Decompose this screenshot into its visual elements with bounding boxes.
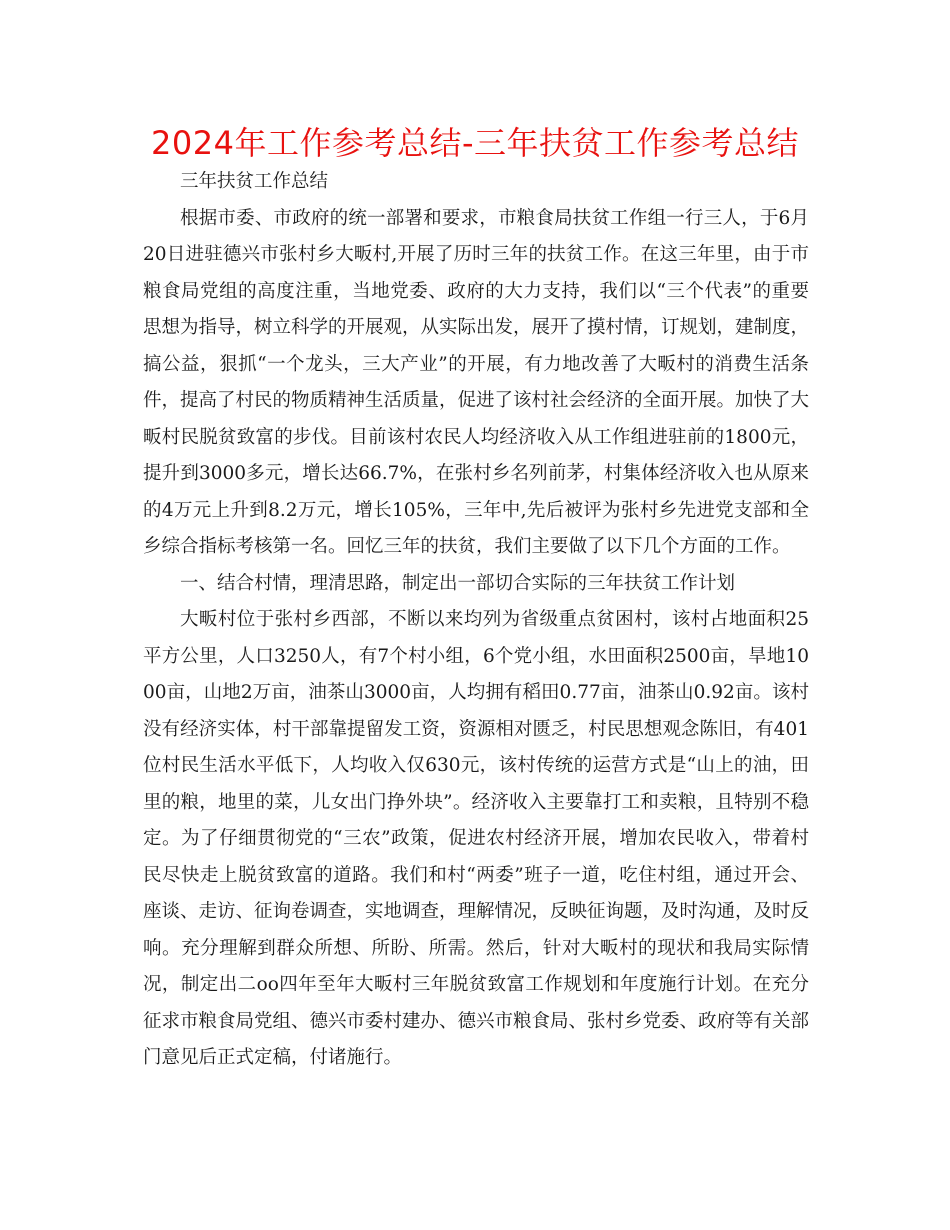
paragraph: 大畈村位于张村乡西部，不断以来均列为省级重点贫困村，该村占地面积25平方公里，人口3250人，有7个村小组，6个党小组，水田面积2500亩，旱地1000亩，山地2万亩，油茶山3000亩，人均拥有稻田0.77亩，油茶山0.92亩。该村没有经济实体，村干部靠提留发工资，资源相对匮乏，村民思想观念陈旧，有401位村民生活水平低下，人均收入仅630元，该村传统的运营方式是“山上的油，田里的粮，地里的菜，儿女出门挣外块”。经济收入主要靠打工和卖粮，且特别不稳定。为了仔细贯彻党的“三农”政策，促进农村经济开展，增加农民收入，带着村民尽快走上脱贫致富的道路。我们和村“两委”班子一道，吃住村组，通过开会、座谈、走访、征询卷调查，实地调查，理解情况，反映征询题，及时沟通，及时反响。充分理解到群众所想、所盼、所需。然后，针对大畈村的现状和我局实际情况，制定出二oo四年至年大畈村三年脱贫致富工作规划和年度施行计划。在充分征求市粮食局党组、德兴市委村建办、德兴市粮食局、张村乡党委、政府等有关部门意见后正式定稿，付诸施行。 [143, 609, 810, 1068]
document-body [143, 164, 809, 1077]
section-heading: 一、结合村情，理清思路，制定出一部切合实际的三年扶贫工作计划 [180, 572, 736, 594]
section-heading: 三年扶贫工作总结 [180, 171, 329, 192]
paragraph: 根据市委、市政府的统一部署和要求，市粮食局扶贫工作组一行三人，于6月20日进驻德兴市张村乡大畈村,开展了历时三年的扶贫工作。在这三年里，由于市粮食局党组的高度注重，当地党委、政府的大力支持，我们以“三个代表”的重要思想为指导，树立科学的开展观，从实际出发，展开了摸村情，订规划，建制度，搞公益，狠抓“一个龙头，三大产业”的开展，有力地改善了大畈村的消费生活条件，提高了村民的物质精神生活质量，促进了该村社会经济的全面开展。加快了大畈村民脱贫致富的步伐。目前该村农民人均经济收入从工作组进驻前的1800元，提升到3000多元，增长达66.7%，在张村乡名列前茅，村集体经济收入也从原来的4万元上升到8.2万元，增长105%，三年中,先后被评为张村乡先进党支部和全乡综合指标考核第一名。回忆三年的扶贫，我们主要做了以下几个方面的工作。 [143, 207, 810, 557]
document-title: 2024年工作参考总结-三年扶贫工作参考总结 [151, 124, 799, 162]
